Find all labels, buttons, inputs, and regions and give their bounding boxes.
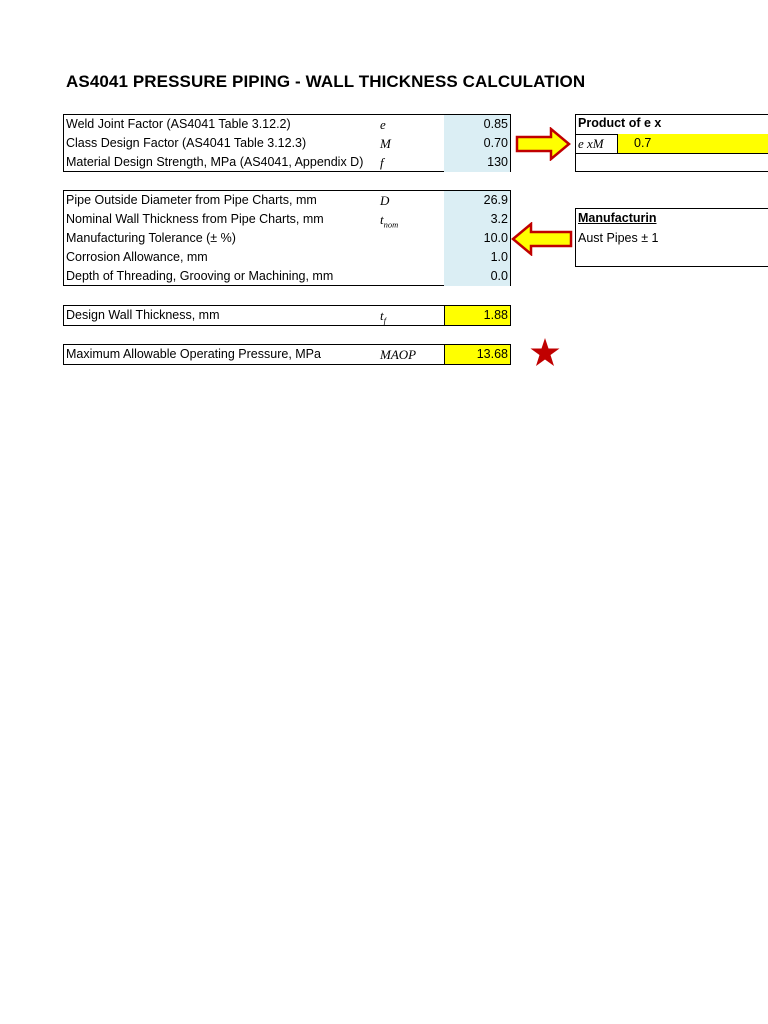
table-row — [64, 210, 510, 229]
class-design-factor-value[interactable]: 0.70 — [444, 134, 510, 153]
page-title: AS4041 PRESSURE PIPING - WALL THICKNESS CALCULATION — [66, 72, 586, 91]
table-row — [64, 306, 510, 325]
table-row — [64, 229, 510, 248]
class-design-factor-label: Class Design Factor (AS4041 Table 3.12.3) — [66, 136, 307, 150]
manufacturing-tolerance-label: Manufacturing Tolerance (± %) — [66, 231, 236, 245]
star-icon — [528, 336, 562, 370]
pipe-outside-diameter-label: Pipe Outside Diameter from Pipe Charts, mm — [66, 193, 317, 207]
pipe-outside-diameter-value[interactable]: 26.9 — [444, 191, 510, 210]
table-row — [64, 345, 510, 364]
table-row — [64, 248, 510, 267]
product-header: Product of e x — [578, 116, 662, 130]
threading-depth-value[interactable]: 0.0 — [444, 267, 510, 286]
maop-label: Maximum Allowable Operating Pressure, MPa — [66, 347, 321, 361]
design-wall-thickness-value: 1.88 — [444, 306, 510, 325]
table-row — [64, 191, 510, 210]
nominal-wall-thickness-value[interactable]: 3.2 — [444, 210, 510, 229]
corrosion-allowance-value[interactable]: 1.0 — [444, 248, 510, 267]
weld-joint-factor-value[interactable]: 0.85 — [444, 115, 510, 134]
table-row — [64, 267, 510, 286]
corrosion-allowance-label: Corrosion Allowance, mm — [66, 250, 208, 264]
weld-joint-factor-label: Weld Joint Factor (AS4041 Table 3.12.2) — [66, 117, 291, 131]
manufacturing-tolerance-value[interactable]: 10.0 — [444, 229, 510, 248]
pipe-outside-diameter-symbol: D — [380, 193, 390, 208]
right-arrow-icon — [515, 127, 571, 161]
nominal-wall-thickness-subscript: nom — [383, 219, 399, 230]
manufacturing-header: Manufacturin — [578, 211, 657, 225]
material-design-strength-symbol: f — [380, 155, 384, 170]
nominal-wall-thickness-symbol: $t_{nom}$ — [380, 212, 399, 230]
table-row — [64, 134, 510, 153]
manufacturing-text: Aust Pipes ± 1 — [578, 231, 659, 245]
design-wall-thickness-symbol: $t_f$ — [380, 308, 386, 326]
table-row — [64, 115, 510, 134]
maop-value: 13.68 — [444, 345, 510, 364]
maop-symbol: MAOP — [380, 347, 417, 362]
left-arrow-icon — [511, 222, 573, 256]
design-wall-thickness-subscript: f — [383, 315, 386, 326]
weld-joint-factor-symbol: e — [380, 117, 386, 132]
table-row — [64, 153, 510, 172]
class-design-factor-symbol: M — [380, 136, 391, 151]
material-design-strength-value[interactable]: 130 — [444, 153, 510, 172]
product-row-bottom-divider — [575, 153, 768, 154]
product-value: 0.7 — [617, 134, 768, 153]
threading-depth-label: Depth of Threading, Grooving or Machining, mm — [66, 269, 334, 283]
product-symbol: e xM — [578, 136, 604, 151]
material-design-strength-label: Material Design Strength, MPa (AS4041, Appendix D) — [66, 155, 364, 169]
nominal-wall-thickness-label: Nominal Wall Thickness from Pipe Charts, mm — [66, 212, 324, 226]
design-wall-thickness-label: Design Wall Thickness, mm — [66, 308, 220, 322]
